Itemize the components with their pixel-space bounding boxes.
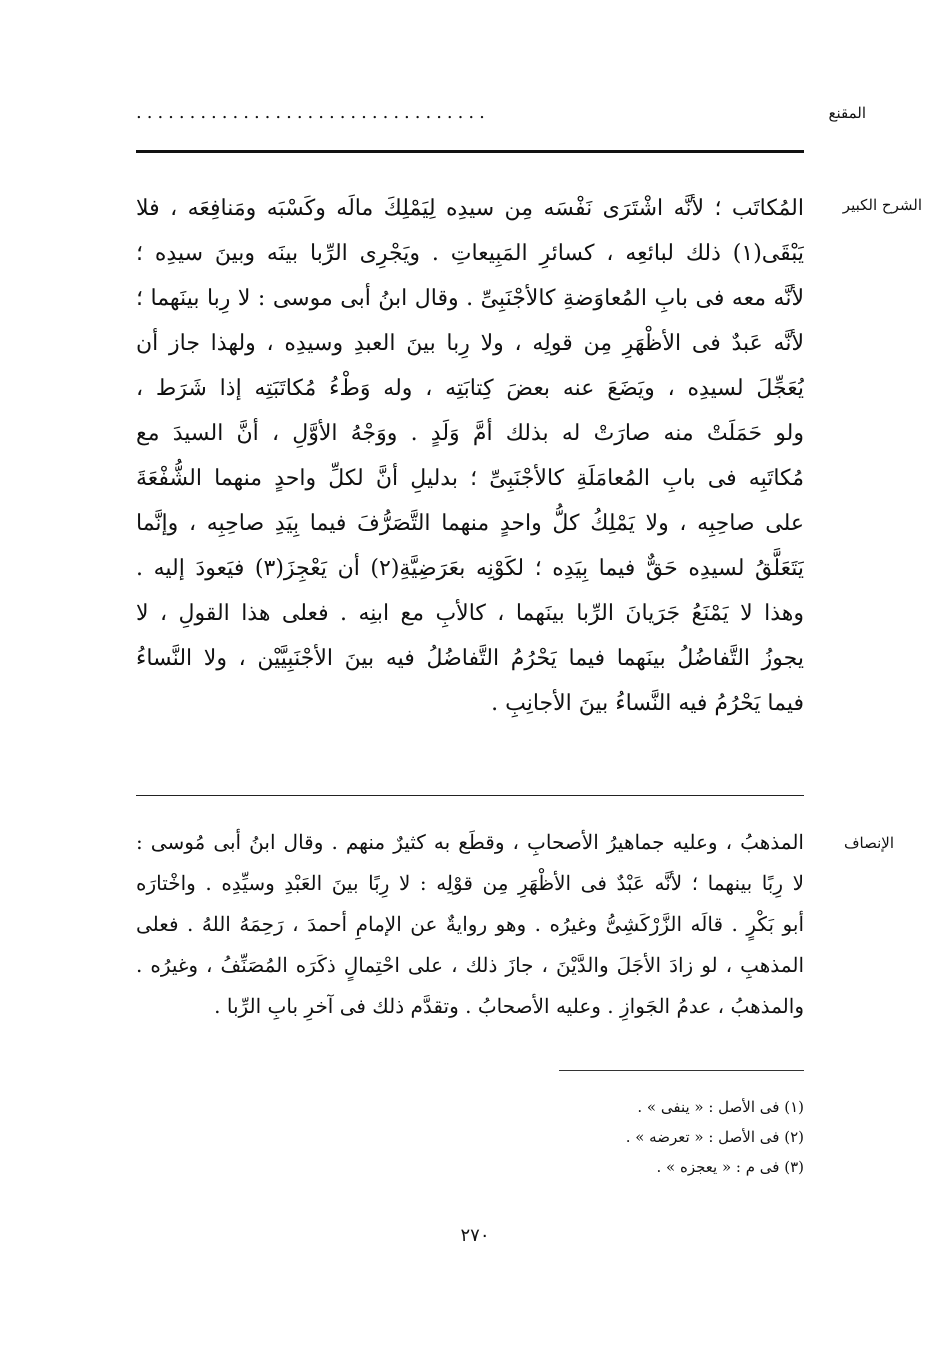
text-line: والمذهبُ ، عدمُ الجَوازِ . وعليه الأصحابُ . وتقدَّم ذلك فى آخرِ بابِ الرِّبا . xyxy=(214,994,804,1018)
text-line: يَتَعَلَّقُ لسيدِه حَقٌّ فيما بِيَدِه ؛ لكَوْنِه بعَرَضِيَّةِ(٢) أن يَعْجِزَ(٣) فيَعودَ إليه . xyxy=(136,556,804,581)
text-line: على صاحِبِه ، ولا يَمْلِكُ كلُّ واحدٍ منهما التَّصَرُّفَ فيما بِيَدِ صاحِبِه ، وإنَّما xyxy=(136,511,804,536)
header-title: المقنع xyxy=(828,104,866,122)
text-line: أبو بَكْرٍ . قالَه الزَّرْكَشِىُّ وغيرُه . وهو روايةٌ عن الإمامِ أحمدَ ، رَحِمَهُ اللهُ . فعلى xyxy=(136,912,804,936)
text-line: مُكاتَبِه فى بابِ المُعامَلَةِ كالأجْنَبِىِّ ؛ بدليلِ أنَّ لكلِّ واحدٍ منهما الشُّفْعَةَ xyxy=(136,466,804,491)
footnotes xyxy=(304,1092,804,1182)
sharh-section-label: الشرح الكبير xyxy=(842,196,922,214)
header-dot-leader: ................................. xyxy=(136,102,490,123)
header-rule xyxy=(136,150,804,153)
text-line: المُكاتَب ؛ لأنَّه اشْتَرَى نَفْسَه مِن سيدِه لِيَمْلِكَ مالَه وكَسْبَه ومَنافِعَه ، فلا xyxy=(136,196,804,221)
insaf-text xyxy=(136,822,804,1027)
text-line: يُعَجِّلَ لسيدِه ، ويَضَعَ عنه بعضَ كِتابَتِه ، وله وَطْءُ مُكاتَبَتِه إذا شَرَط ، xyxy=(136,376,804,401)
text-line: يَبْقَى(١) ذلك لبائعِه ، كسائرِ المَبِيعاتِ . ويَجْرِى الرِّبا بينَه وبينَ سيدِه ؛ xyxy=(136,241,804,266)
text-line: المذهبُ ، وعليه جماهيرُ الأصحابِ ، وقطَع به كثيرٌ منهم . وقال ابنُ أبى مُوسى : xyxy=(136,830,804,854)
section-divider xyxy=(136,795,804,796)
footnote: (١) فى الأصل : « ينفى » . xyxy=(637,1098,804,1116)
running-header xyxy=(136,102,866,132)
text-line: لا رِبًا بينهما ؛ لأنَّه عَبْدٌ فى الأظْهَرِ مِن قوْلِه : لا رِبًا بينَ العَبْدِ وسيِّدِه . واخْتارَه xyxy=(136,871,804,895)
footnote-rule xyxy=(559,1070,804,1071)
footnote: (٣) فى م : « يعجزه » . xyxy=(656,1158,804,1176)
page-number: ٢٧٠ xyxy=(460,1225,490,1246)
text-line: فيما يَحْرُمُ فيه النَّساءُ بينَ الأجانِبِ . xyxy=(491,691,804,716)
text-line: لأنَّه عَبدٌ فى الأظْهَرِ مِن قولِه ، ولا رِبا بينَ العبدِ وسيدِه ، ولهذا جاز أن xyxy=(136,331,804,356)
insaf-section-label: الإنصاف xyxy=(843,834,894,852)
text-line: ولو حَمَلَتْ منه صارَتْ له بذلك أمَّ وَلَدٍ . ووَجْهُ الأوَّلِ ، أنَّ السيدَ مع xyxy=(136,421,804,446)
sharh-text xyxy=(136,186,804,726)
footnote: (٢) فى الأصل : « تعرضه » . xyxy=(625,1128,804,1146)
text-line: لأنَّه معه فى بابِ المُعاوَضةِ كالأجْنَبِىِّ . وقال ابنُ أبى موسى : لا رِبا بينَهما ؛ xyxy=(136,286,804,311)
text-line: وهذا لا يَمْنَعُ جَرَيانَ الرِّبا بينَهما ، كالأبِ مع ابنِه . فعلى هذا القولِ ، لا xyxy=(136,601,804,626)
text-line: المذهبِ ، لو زادَ الأجَلَ والدَّيْنَ ، جازَ ذلك ، على احْتِمالٍ ذكَرَه المُصَنِّفُ ، وغيرُه . xyxy=(136,953,804,977)
text-line: يجوزُ التَّفاضُلُ بينَهما فيما يَحْرُمُ التَّفاضُلُ فيه بينَ الأجْنَبِيَّيْن ، ولا النَّساءُ xyxy=(136,646,804,671)
